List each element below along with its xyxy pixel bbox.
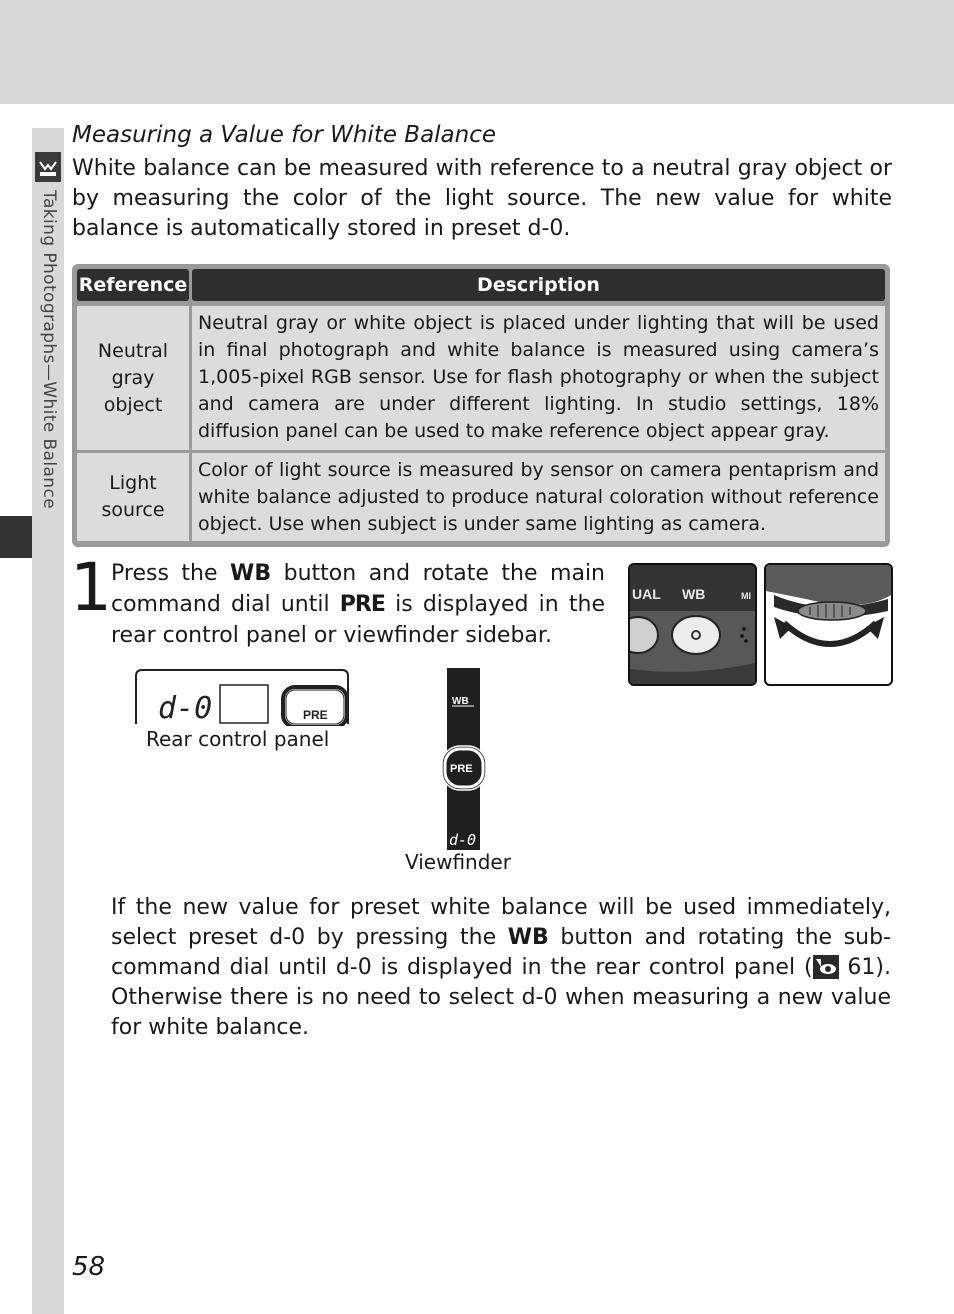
- text-run: button and rotating the sub-command dial until d-0 is displayed in the rear control panel (: [111, 925, 891, 980]
- viewfinder-caption: Viewfinder: [405, 850, 511, 874]
- followup-paragraph: [111, 893, 891, 1043]
- step-number: 1: [70, 549, 112, 626]
- rear-panel-readout: d-0: [158, 691, 213, 726]
- rear-panel-caption: Rear control panel: [146, 727, 330, 751]
- table-row-description: Neutral gray or white object is placed under lighting that will be used in final photograph and white balance is measured using camera’s 1,005-pixel RGB sensor. Use for flash photography or when the subject and camera are under different lighting. In studio settings, 18% diffusion panel can be used to make reference object appear gray.: [192, 306, 885, 450]
- text-run: Press the: [111, 561, 231, 586]
- reference-table: [72, 264, 890, 547]
- table-row-description: Color of light source is measured by sensor on camera pentaprism and white balance adjusted to produce natural coloration without reference object. Use when subject is under same lighting as camera.: [192, 453, 885, 541]
- photo-label-wb: WB: [682, 586, 706, 602]
- page-number: 58: [72, 1252, 106, 1282]
- wb-button-label: WB: [507, 925, 549, 950]
- photo-label-left: UAL: [632, 586, 661, 602]
- header-reference: Reference: [77, 269, 189, 301]
- photo-label-right: MI: [741, 591, 751, 601]
- row-reference-text: Neutral gray object: [97, 339, 169, 416]
- text-run: is displayed in the rear control panel or viewfinder sidebar.: [111, 592, 606, 648]
- wb-button-image: [672, 616, 720, 654]
- section-title: Measuring a Value for White Balance: [72, 122, 497, 148]
- side-tab-label: Taking Photographs—White Balance: [39, 190, 59, 510]
- camera-wb-button-photo: [628, 563, 757, 686]
- table-row-reference: [77, 453, 189, 541]
- viewfinder-pre-badge: PRE: [450, 763, 473, 775]
- command-dial-photo: [764, 563, 893, 686]
- rotate-arrow-icon: [784, 623, 876, 644]
- page-ref-number: 61: [847, 955, 876, 980]
- text-run: button and rotate the main command dial until: [111, 561, 605, 617]
- command-dial-image: [798, 602, 866, 620]
- chapter-marker: [0, 516, 32, 558]
- intro-text: White balance can be measured with reference to a neutral gray object or by measuring the color of the light source. The new value for white balance is automatically stored in preset d-0.: [72, 156, 892, 241]
- rear-panel-pre-badge: PRE: [303, 708, 328, 722]
- viewfinder-readout: d-0: [449, 831, 477, 849]
- rear-control-panel: [134, 668, 350, 726]
- white-balance-icon: [35, 152, 61, 182]
- viewfinder-display: [440, 668, 488, 850]
- header-description: Description: [192, 269, 885, 301]
- row-reference-text: Light source: [101, 472, 165, 521]
- step-instruction: [111, 558, 605, 651]
- pre-display-glyph: PRE: [339, 592, 385, 617]
- text-run: If the new value for preset white balance will be used immediately, select preset d-0 by pressing the: [111, 895, 891, 950]
- viewfinder-wb-label: WB: [452, 696, 469, 707]
- table-row-reference: [77, 306, 189, 450]
- wb-button-label: WB: [230, 561, 272, 586]
- text-run: ). Otherwise there is no need to select d-0 when measuring a new value for white balance.: [111, 955, 891, 1040]
- header-band: [0, 0, 954, 104]
- page-reference-icon: [813, 955, 839, 979]
